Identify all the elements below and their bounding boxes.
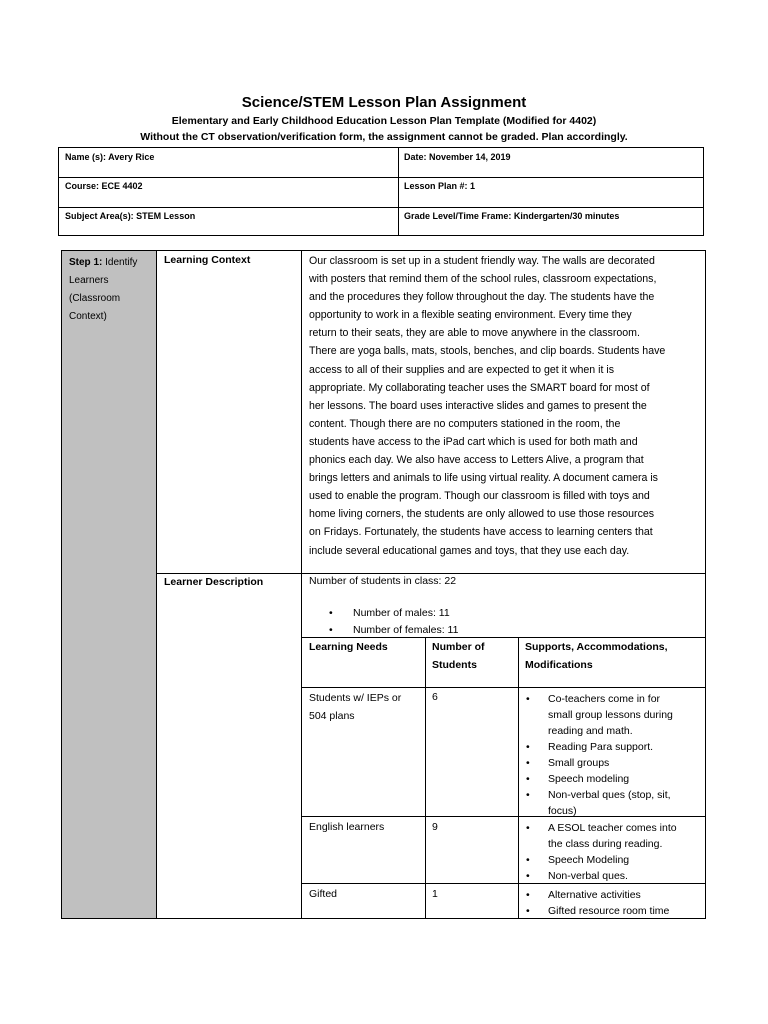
subtitle-template: Elementary and Early Childhood Education Lesson Plan Template (Modified for 4402) [171, 115, 597, 127]
supports-header: Supports, Accommodations, Modifications [525, 641, 668, 671]
list-item: • Small groups [526, 757, 610, 769]
list-item: • Speech modeling [526, 773, 630, 785]
info-divider [398, 148, 399, 235]
supports-list [520, 691, 700, 819]
list-item: • A ESOL teacher comes into the class during reading. [526, 822, 677, 850]
info-divider [59, 207, 703, 208]
needs-table-divider [518, 637, 519, 919]
needs-row-label: Gifted [309, 888, 338, 900]
info-table [58, 147, 704, 236]
learning-needs-header: Learning Needs [309, 641, 388, 653]
list-item: • Reading Para support. [526, 741, 654, 753]
needs-row-number: 6 [432, 691, 438, 703]
list-item: • Non-verbal ques (stop, sit, focus) [526, 789, 671, 817]
supports-list [520, 820, 700, 884]
students-count: Number of students in class: 22 [309, 575, 457, 587]
needs-row-label: Students w/ IEPs or 504 plans [309, 692, 402, 722]
date-field: Date: November 14, 2019 [404, 152, 511, 162]
number-of-students-header: Number of Students [432, 641, 485, 671]
needs-row-number: 9 [432, 821, 438, 833]
step-label: Step 1: Identify Learners (Classroom Context) [69, 257, 138, 322]
step-column [62, 251, 157, 918]
list-item: • Alternative activities [526, 889, 641, 901]
learning-context-label: Learning Context [164, 254, 251, 266]
males-count: Number of males: 11 [353, 607, 450, 619]
grade-level-field: Grade Level/Time Frame: Kindergarten/30 minutes [404, 211, 620, 221]
name-field: Name (s): Avery Rice [65, 152, 155, 162]
info-divider [59, 177, 703, 178]
learning-context-text: Our classroom is set up in a student friendly way. The walls are decorated with posters that remind them of the school rules, classroom expectations, and the procedures they follow throughout the day. The students have the opportunity to work in a flexible seating environment. Every time they return to their seats, they are able to move anywhere in the classroom. There are yoga balls, mats, stools, benches, and clip boards. Students have access to all of their supplies and are expected to get it when it is appropriate. My collaborating teacher uses the SMART board for most of her lessons. The board uses interactive slides and games to present the content. Though there are no computers stationed in the room, the students have access to the iPad cart which is used for both math and phonics each day. We also have access to Letters Alive, a program that brings letters and animals to life using virtual reality. A document camera is used to enable the program. Though our classroom is filled with toys and home living corners, the students are only allowed to use those resources on Fridays. Fortunately, the students have access to learning centers that include several educational games and toys, that they use each day. [309, 255, 666, 557]
lesson-plan-table [61, 250, 706, 919]
needs-table-divider [301, 687, 706, 688]
bullet: • [329, 607, 333, 619]
list-item: • Speech Modeling [526, 854, 630, 866]
subtitle-warning: Without the CT observation/verification form, the assignment cannot be graded. Plan accordingly. [140, 131, 628, 143]
needs-row-number: 1 [432, 888, 438, 900]
needs-row-label: English learners [309, 821, 385, 833]
bullet: • [329, 624, 333, 636]
list-item: • Non-verbal ques. [526, 870, 628, 882]
supports-list [520, 887, 700, 919]
table-divider [157, 573, 706, 574]
females-count: Number of females: 11 [353, 624, 459, 636]
page-title: Science/STEM Lesson Plan Assignment [241, 94, 527, 111]
list-item: • Co-teachers come in for small group lessons during reading and math. [526, 693, 673, 737]
learner-description-label: Learner Description [164, 576, 264, 588]
needs-table-divider [425, 637, 426, 919]
subject-area-field: Subject Area(s): STEM Lesson [65, 211, 196, 221]
list-item: • Gifted resource room time [526, 905, 670, 917]
course-field: Course: ECE 4402 [65, 181, 143, 191]
lesson-plan-number-field: Lesson Plan #: 1 [404, 181, 476, 191]
table-divider [301, 251, 302, 919]
